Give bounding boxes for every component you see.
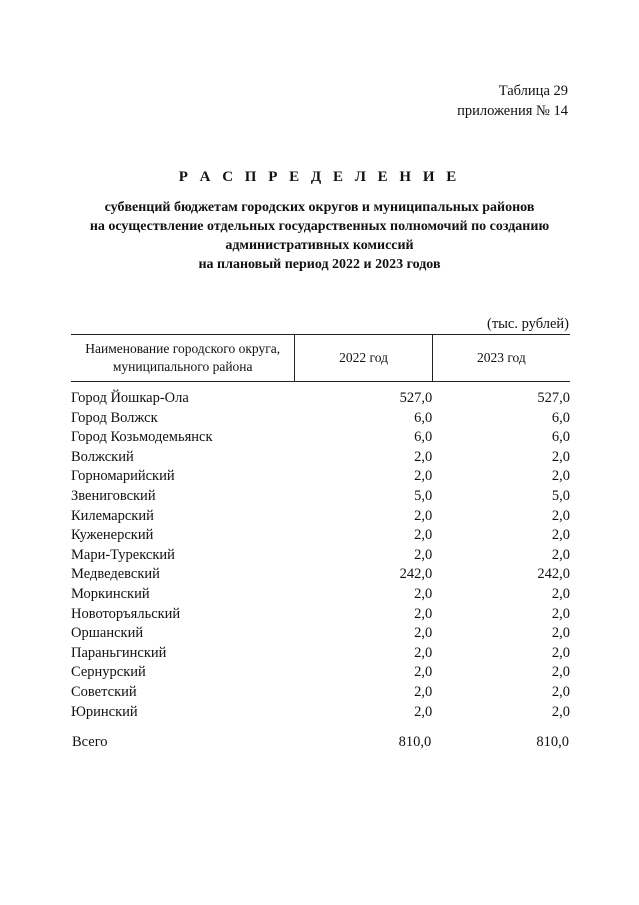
row-value-2023: 2,0 [551,507,570,524]
table-row [71,382,570,409]
row-value-2022: 2,0 [414,585,433,602]
row-name: Звениговский [71,487,156,504]
table-row [71,703,570,723]
row-value-2023: 2,0 [551,527,570,544]
row-name: Килемарский [71,507,154,524]
row-value-2023: 2,0 [551,585,570,602]
row-value-2022: 2,0 [414,527,433,544]
row-name: Волжский [71,448,134,465]
header-name-line2: муниципального района [112,359,253,374]
row-value-2023: 527,0 [537,390,570,406]
row-value-2022: 527,0 [399,390,433,406]
row-value-2023: 2,0 [551,703,570,720]
row-name: Новоторъяльский [71,605,181,622]
row-name: Медведевский [71,566,160,583]
row-value-2022: 2,0 [414,507,433,524]
row-name: Куженерский [71,527,154,544]
subtitle-line: на осуществление отдельных государственных полномочий по созданию [89,219,550,234]
table-row [71,663,570,683]
row-name: Город Волжск [71,409,158,426]
row-name: Оршанский [71,625,144,642]
header-name-column [71,335,295,382]
table-row [71,526,570,546]
table-row [71,487,570,507]
table-reference [457,81,568,121]
row-name: Советский [71,683,137,700]
row-value-2022: 5,0 [414,487,433,504]
row-value-2022: 2,0 [414,625,433,642]
row-value-2023: 2,0 [551,448,570,465]
row-value-2023: 6,0 [551,429,570,446]
distribution-table [71,334,570,754]
row-value-2023: 2,0 [551,664,570,681]
row-value-2022: 2,0 [414,703,433,720]
row-value-2023: 2,0 [551,605,570,622]
table-row [71,585,570,605]
table-row [71,409,570,429]
row-name: Параньгинский [71,644,167,661]
row-value-2022: 2,0 [414,448,433,465]
appendix-number: приложения № 14 [457,103,568,119]
row-value-2023: 2,0 [551,546,570,563]
table-row [71,624,570,644]
row-value-2023: 242,0 [537,566,570,583]
row-name: Моркинский [71,585,150,602]
row-value-2023: 2,0 [551,468,570,485]
row-value-2023: 2,0 [551,683,570,700]
table-row [71,448,570,468]
row-name: Город Йошкар-Ола [71,390,189,406]
total-row [71,722,570,754]
table-body [71,382,570,723]
row-name: Сернурский [71,664,146,681]
unit-label: (тыс. рублей) [487,316,569,332]
total-2023: 810,0 [536,734,569,751]
row-name: Юринский [71,703,138,720]
row-name: Мари-Турекский [71,546,175,563]
row-value-2022: 6,0 [414,429,433,446]
row-name: Горномарийский [71,468,175,485]
table-total [71,722,570,754]
row-value-2023: 6,0 [551,409,570,426]
row-name: Город Козьмодемьянск [71,429,213,446]
row-value-2022: 2,0 [414,683,433,700]
header-year-2022: 2022 год [295,335,432,382]
subtitle-line: на плановый период 2022 и 2023 годов [198,257,441,272]
table-row [71,428,570,448]
table-row [71,683,570,703]
row-value-2022: 6,0 [414,409,433,426]
row-value-2022: 2,0 [414,605,433,622]
row-value-2023: 5,0 [551,487,570,504]
header-row [71,335,570,382]
table-row [71,644,570,664]
table-row [71,507,570,527]
title-block [60,167,579,274]
table-row [71,605,570,625]
subtitle-line: административных комиссий [225,238,414,253]
header-year-2023: 2023 год [432,335,570,382]
total-label: Всего [72,734,108,751]
table-header [71,335,570,382]
row-value-2022: 2,0 [414,546,433,563]
row-value-2022: 2,0 [414,644,433,661]
subtitle-line: субвенций бюджетам городских округов и муниципальных районов [104,200,535,215]
document-title: Р А С П Р Е Д Е Л Е Н И Е [178,169,461,185]
row-value-2023: 2,0 [551,644,570,661]
table-row [71,467,570,487]
table-row [71,546,570,566]
table-number: Таблица 29 [498,83,568,99]
row-value-2022: 242,0 [399,566,433,583]
table-row [71,565,570,585]
row-value-2023: 2,0 [551,625,570,642]
total-2022: 810,0 [398,734,432,751]
row-value-2022: 2,0 [414,664,433,681]
row-value-2022: 2,0 [414,468,433,485]
header-name-line1: Наименование городского округа, [85,341,281,356]
